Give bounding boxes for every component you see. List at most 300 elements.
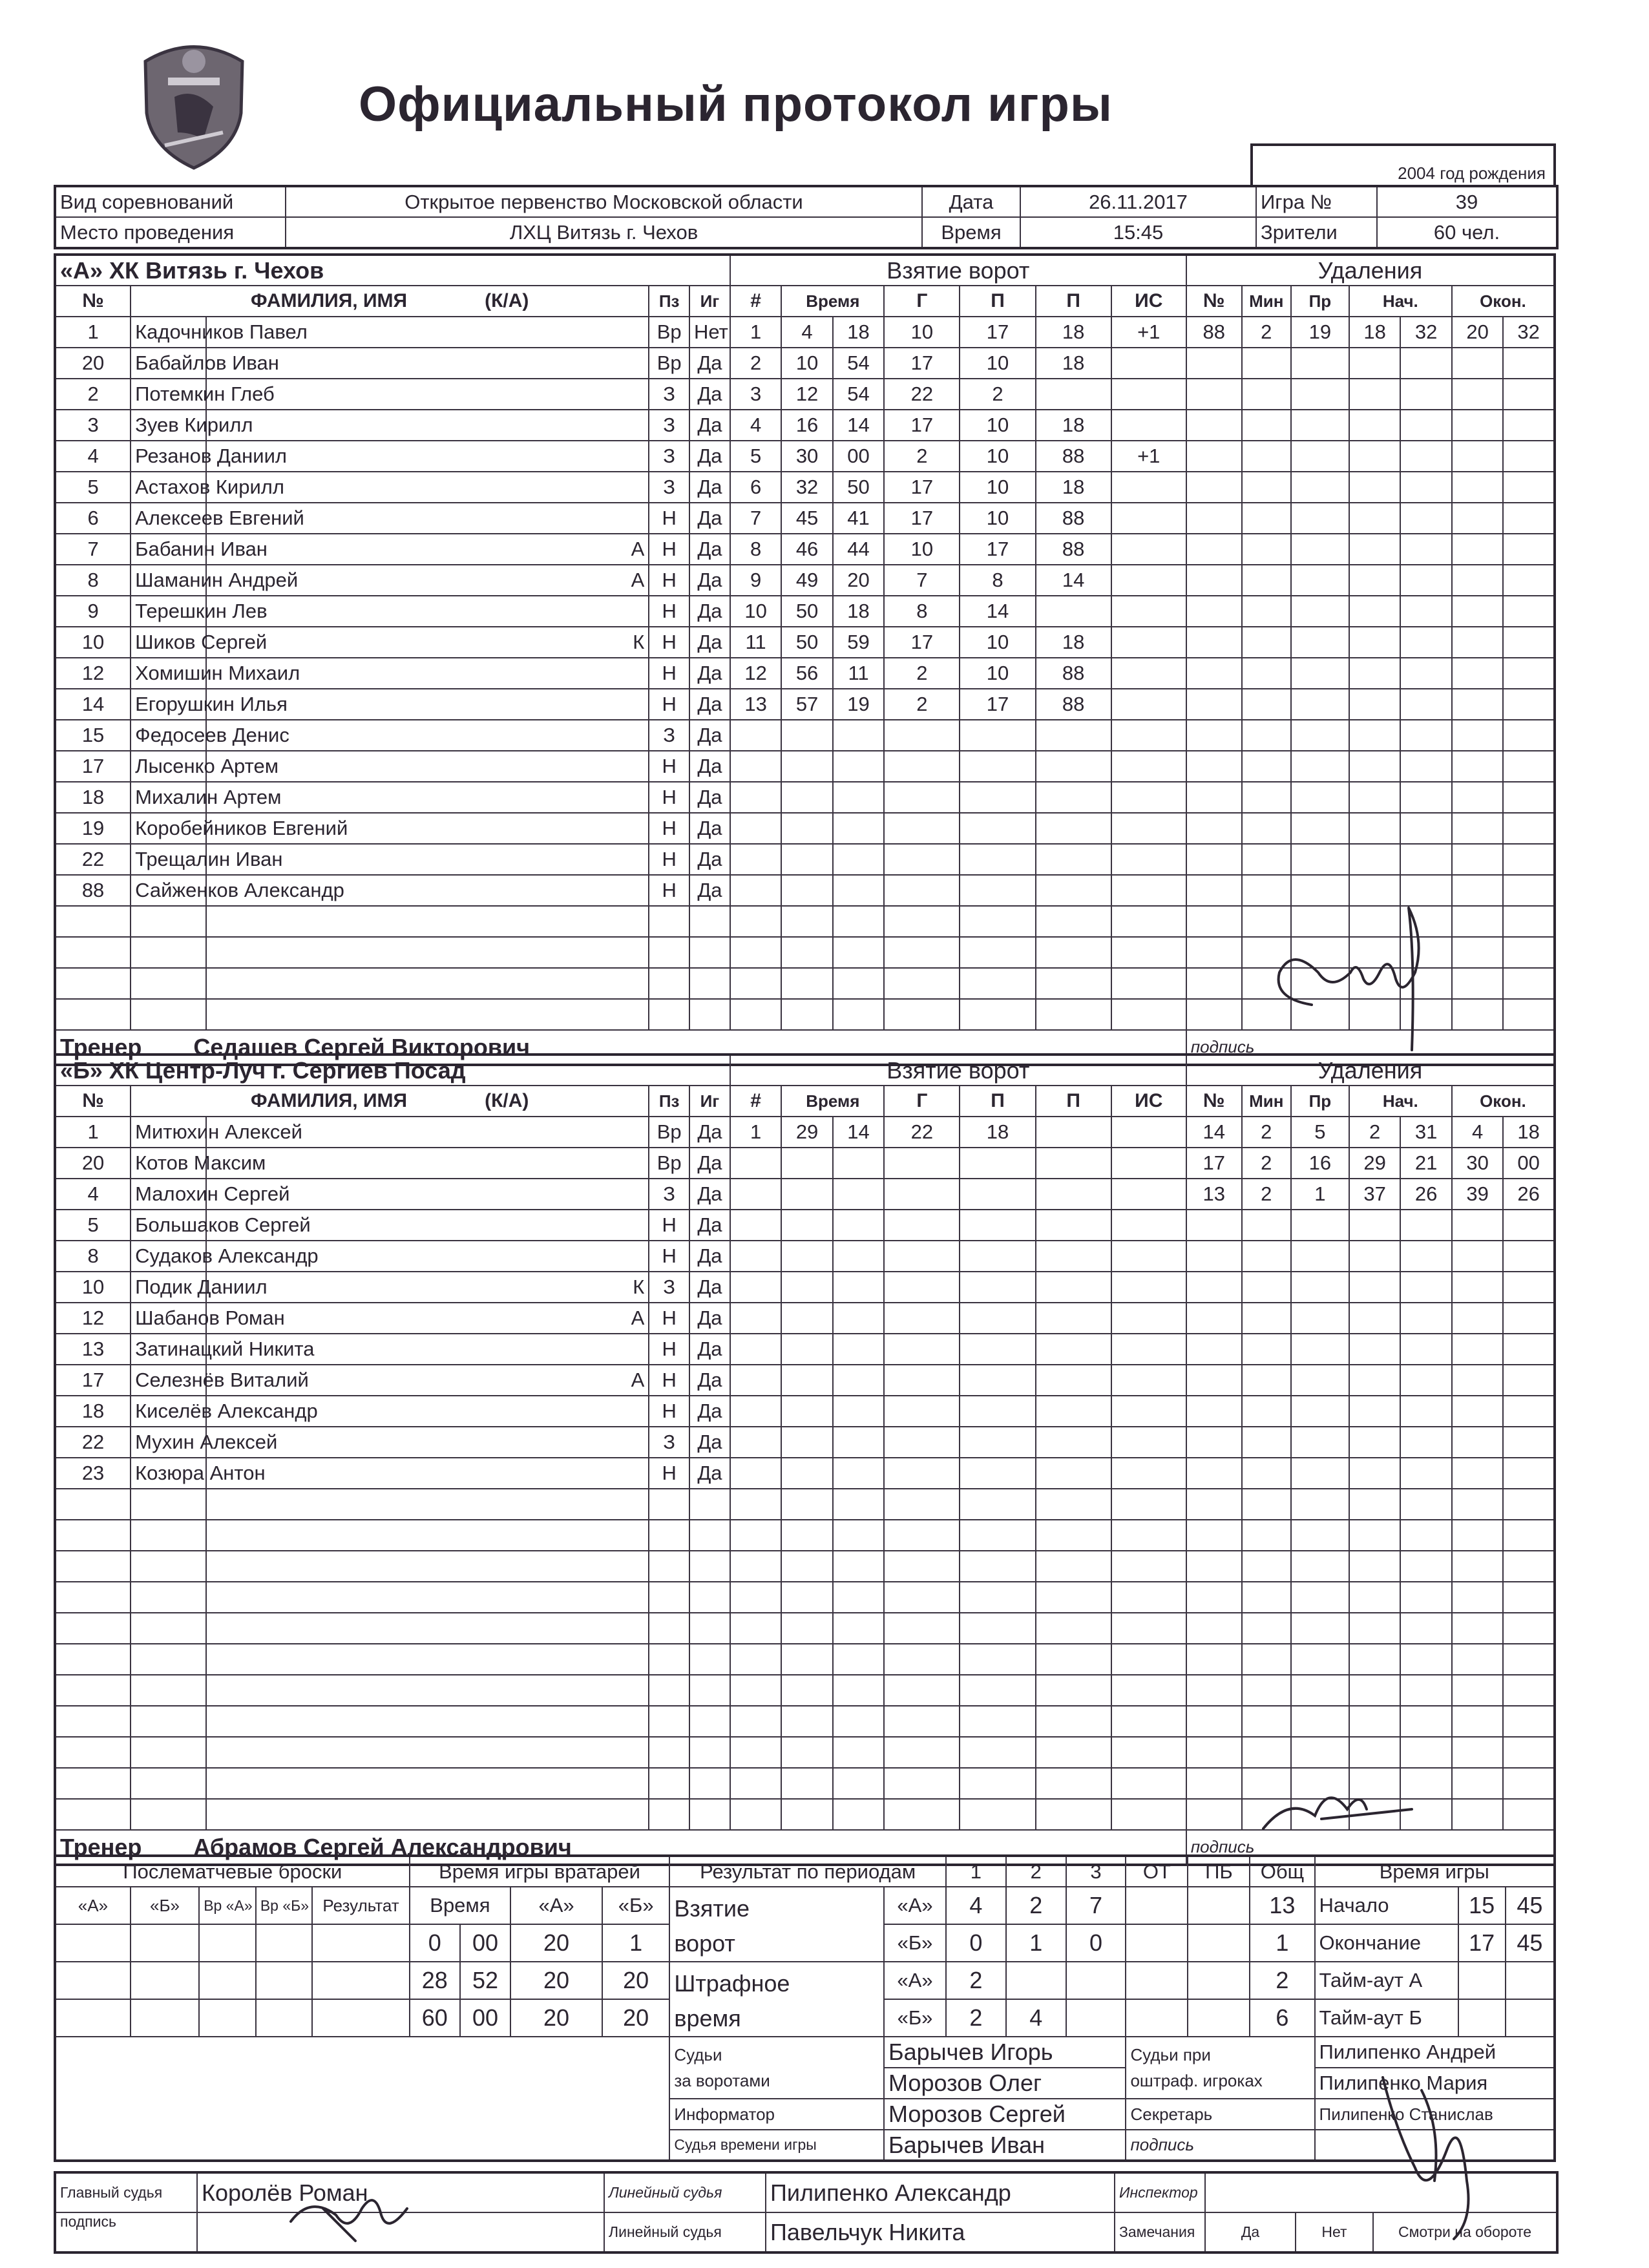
penalty-start-sec xyxy=(1400,472,1451,503)
gk-row3-b: 20 xyxy=(602,1999,669,2037)
goal-assist-2 xyxy=(1036,379,1111,410)
goal-scorer: 7 xyxy=(884,565,960,596)
player-number xyxy=(55,1737,131,1768)
team-a-penalties-title: Удаления xyxy=(1186,255,1555,286)
penalty-end-min xyxy=(1452,937,1503,968)
penalty-start-min xyxy=(1349,1303,1400,1334)
footer-table xyxy=(54,2171,1559,2254)
player-number xyxy=(55,1644,131,1675)
goal-assist-1 xyxy=(960,751,1035,782)
goal-situation xyxy=(1111,410,1186,441)
team-b-col-ka: (К/А) xyxy=(485,1090,529,1111)
goal-scorer xyxy=(884,1737,960,1768)
goal-assist-1: 17 xyxy=(960,317,1035,348)
player-position: Н xyxy=(649,658,689,689)
goal-number xyxy=(730,1737,781,1768)
game-label: Игра № xyxy=(1256,186,1377,217)
goal-number xyxy=(730,1241,781,1272)
player-played xyxy=(689,1644,730,1675)
penalty-start-sec xyxy=(1400,503,1451,534)
player-position: Вр xyxy=(649,1117,689,1148)
goal-minute xyxy=(781,875,832,906)
goal-situation xyxy=(1111,534,1186,565)
penalty-reason xyxy=(1291,1706,1349,1737)
goal-scorer: 17 xyxy=(884,503,960,534)
player-ka: А xyxy=(206,1365,649,1396)
team-b-col-name xyxy=(131,1086,649,1117)
goal-scorer: 2 xyxy=(884,689,960,720)
goal-second: 20 xyxy=(833,565,884,596)
team-b-row xyxy=(55,1551,1555,1582)
timekeeper-label: Судья времени игры xyxy=(669,2130,884,2161)
player-number: 18 xyxy=(55,782,131,813)
goal-minute xyxy=(781,1520,832,1551)
penalty-player xyxy=(1186,1551,1242,1582)
player-name: Хомишин Михаил xyxy=(131,658,206,689)
player-played xyxy=(689,906,730,937)
penalty-minutes xyxy=(1242,1520,1291,1551)
goal-second xyxy=(833,1334,884,1365)
goal-situation xyxy=(1111,999,1186,1030)
so-gkb-header: Вр «Б» xyxy=(256,1887,313,1924)
goal-situation xyxy=(1111,875,1186,906)
player-position: Н xyxy=(649,1210,689,1241)
team-b-col-is: ИС xyxy=(1111,1086,1186,1117)
player-played: Да xyxy=(689,813,730,844)
goal-assist-1 xyxy=(960,906,1035,937)
team-b-row xyxy=(55,1396,1555,1427)
goal-second xyxy=(833,1365,884,1396)
penalty-end-sec xyxy=(1503,689,1555,720)
goal-assist-2 xyxy=(1036,1303,1111,1334)
penalty-reason xyxy=(1291,1644,1349,1675)
player-name: Затинацкий Никита xyxy=(131,1334,206,1365)
goal-second xyxy=(833,1179,884,1210)
penalty-end-sec xyxy=(1503,1613,1555,1644)
informer-value: Морозов Сергей xyxy=(884,2099,1126,2130)
penalty-end-sec xyxy=(1503,1396,1555,1427)
gk-a-header: «А» xyxy=(510,1887,602,1924)
goal-assist-1 xyxy=(960,1737,1035,1768)
penalty-end-sec xyxy=(1503,348,1555,379)
goal-scorer xyxy=(884,1303,960,1334)
player-position: З xyxy=(649,441,689,472)
so-cell xyxy=(131,1962,199,1999)
so-cell xyxy=(199,1962,256,1999)
penalty-start-min xyxy=(1349,1644,1400,1675)
goals-b-ot xyxy=(1126,1924,1188,1962)
penalty-start-sec xyxy=(1400,1582,1451,1613)
so-cell xyxy=(199,1924,256,1962)
player-number: 22 xyxy=(55,844,131,875)
coach-a-signature xyxy=(1260,895,1454,1056)
goal-situation xyxy=(1111,1613,1186,1644)
goal-number xyxy=(730,751,781,782)
goal-scorer xyxy=(884,875,960,906)
penalty-end-sec xyxy=(1503,1520,1555,1551)
player-number: 10 xyxy=(55,627,131,658)
penalty-start-sec xyxy=(1400,720,1451,751)
goal-assist-2: 18 xyxy=(1036,472,1111,503)
team-b-row xyxy=(55,1179,1555,1210)
period-1: 1 xyxy=(946,1856,1006,1887)
goal-number: 3 xyxy=(730,379,781,410)
goal-second: 14 xyxy=(833,1117,884,1148)
goal-scorer xyxy=(884,1520,960,1551)
player-played: Да xyxy=(689,627,730,658)
goal-assist-1 xyxy=(960,1396,1035,1427)
player-position xyxy=(649,1582,689,1613)
goal-minute xyxy=(781,813,832,844)
penalty-player xyxy=(1186,813,1242,844)
goal-second xyxy=(833,1644,884,1675)
player-played: Да xyxy=(689,1365,730,1396)
team-a-col-pen-no: № xyxy=(1186,286,1242,317)
penalty-end-sec: 00 xyxy=(1503,1148,1555,1179)
penalty-start-sec xyxy=(1400,1520,1451,1551)
goals-b-total: 1 xyxy=(1250,1924,1314,1962)
goal-scorer xyxy=(884,1458,960,1489)
penalty-minutes xyxy=(1242,1272,1291,1303)
player-position: Вр xyxy=(649,317,689,348)
goal-minute xyxy=(781,1551,832,1582)
summary-table xyxy=(54,1854,1556,2162)
player-played: Да xyxy=(689,1241,730,1272)
goals-b-pb xyxy=(1188,1924,1250,1962)
penalty-end-sec xyxy=(1503,1768,1555,1799)
player-played xyxy=(689,1520,730,1551)
player-number: 14 xyxy=(55,689,131,720)
penalty-minutes xyxy=(1242,1644,1291,1675)
goal-second xyxy=(833,751,884,782)
player-ka xyxy=(206,1148,649,1179)
player-played: Да xyxy=(689,534,730,565)
secretary-signature xyxy=(1363,2052,1493,2245)
penalty-start-sec xyxy=(1400,1303,1451,1334)
player-position xyxy=(649,1489,689,1520)
goal-situation xyxy=(1111,782,1186,813)
player-name xyxy=(131,1768,206,1799)
team-a-coach-label: Тренер xyxy=(60,1033,142,1060)
penalty-end-min xyxy=(1452,1396,1503,1427)
penalty-start-min xyxy=(1349,410,1400,441)
penalty-reason xyxy=(1291,1737,1349,1768)
team-a-row xyxy=(55,813,1555,844)
competition-value: Открытое первенство Московской области xyxy=(286,186,922,217)
gametime-title: Время игры xyxy=(1315,1856,1555,1887)
goal-number xyxy=(730,906,781,937)
goal-assist-1 xyxy=(960,1799,1035,1830)
goal-second: 59 xyxy=(833,627,884,658)
goal-number xyxy=(730,999,781,1030)
penalty-end-sec xyxy=(1503,875,1555,906)
penalty-player xyxy=(1186,782,1242,813)
player-ka xyxy=(206,1551,649,1582)
goal-number xyxy=(730,813,781,844)
pen-label-1: Штрафное xyxy=(674,1970,790,1997)
player-name: Потемкин Глеб xyxy=(131,379,206,410)
penalty-player xyxy=(1186,348,1242,379)
goal-number xyxy=(730,1644,781,1675)
linesman-2: Павельчук Никита xyxy=(766,2212,1115,2252)
goal-minute xyxy=(781,999,832,1030)
chief-signature xyxy=(284,2183,414,2247)
team-b-col-hash: # xyxy=(730,1086,781,1117)
goal-assist-2 xyxy=(1036,937,1111,968)
player-number: 4 xyxy=(55,1179,131,1210)
player-name: Судаков Александр xyxy=(131,1241,206,1272)
player-name: Шаманин Андрей xyxy=(131,565,206,596)
period-ot: ОТ xyxy=(1126,1856,1188,1887)
penalty-reason xyxy=(1291,1241,1349,1272)
timeout-a-label: Тайм-аут А xyxy=(1315,1962,1458,1999)
goal-scorer: 10 xyxy=(884,534,960,565)
goal-scorer: 17 xyxy=(884,472,960,503)
player-name xyxy=(131,1489,206,1520)
player-played: Да xyxy=(689,1272,730,1303)
player-number: 23 xyxy=(55,1458,131,1489)
goal-scorer xyxy=(884,999,960,1030)
team-a-row xyxy=(55,534,1555,565)
player-position xyxy=(649,1520,689,1551)
goal-number: 11 xyxy=(730,627,781,658)
penalty-player xyxy=(1186,906,1242,937)
penalty-minutes xyxy=(1242,410,1291,441)
goal-minute: 12 xyxy=(781,379,832,410)
penalty-player xyxy=(1186,1644,1242,1675)
goal-situation xyxy=(1111,348,1186,379)
penalty-minutes xyxy=(1242,658,1291,689)
penalty-end-sec xyxy=(1503,1551,1555,1582)
team-a-row xyxy=(55,565,1555,596)
penalty-end-sec xyxy=(1503,596,1555,627)
penalty-player xyxy=(1186,968,1242,999)
penalty-end-min: 30 xyxy=(1452,1148,1503,1179)
end-hour: 17 xyxy=(1458,1924,1506,1962)
goal-situation xyxy=(1111,1768,1186,1799)
player-number xyxy=(55,1675,131,1706)
penalty-end-min xyxy=(1452,813,1503,844)
goal-second xyxy=(833,1272,884,1303)
team-b-row xyxy=(55,1458,1555,1489)
penalty-end-min xyxy=(1452,565,1503,596)
so-cell xyxy=(199,1999,256,2037)
gk-row2-a: 20 xyxy=(510,1962,602,1999)
player-number: 3 xyxy=(55,410,131,441)
penalty-end-min xyxy=(1452,1489,1503,1520)
penalty-player xyxy=(1186,1272,1242,1303)
penalty-minutes xyxy=(1242,720,1291,751)
time-label: Время xyxy=(922,217,1020,248)
team-b-row xyxy=(55,1644,1555,1675)
so-b-header: «Б» xyxy=(131,1887,199,1924)
goal-scorer xyxy=(884,1675,960,1706)
goal-assist-2: 88 xyxy=(1036,689,1111,720)
player-name: Козюра Антон xyxy=(131,1458,206,1489)
pen-judge-2: Пилипенко Мария xyxy=(1315,2068,1555,2099)
goal-scorer xyxy=(884,1272,960,1303)
goal-second xyxy=(833,1458,884,1489)
timeout-b-cell xyxy=(1458,1999,1506,2037)
player-position: Н xyxy=(649,596,689,627)
goal-second xyxy=(833,1210,884,1241)
team-a-col-name xyxy=(131,286,649,317)
goal-assist-1: 10 xyxy=(960,627,1035,658)
player-position xyxy=(649,906,689,937)
goal-scorer xyxy=(884,782,960,813)
player-number xyxy=(55,937,131,968)
player-name xyxy=(131,1582,206,1613)
goal-scorer xyxy=(884,720,960,751)
player-number: 5 xyxy=(55,1210,131,1241)
penalty-end-min xyxy=(1452,503,1503,534)
player-number: 6 xyxy=(55,503,131,534)
player-number xyxy=(55,999,131,1030)
goal-situation xyxy=(1111,1582,1186,1613)
goal-number xyxy=(730,1706,781,1737)
goals-b-p1: 0 xyxy=(946,1924,1006,1962)
penalty-reason xyxy=(1291,1458,1349,1489)
goal-number: 9 xyxy=(730,565,781,596)
goal-scorer xyxy=(884,1799,960,1830)
penalty-end-sec xyxy=(1503,813,1555,844)
team-a-row xyxy=(55,441,1555,472)
gk-time-header: Время xyxy=(410,1887,510,1924)
gk-row3-sec: 00 xyxy=(460,1999,510,2037)
player-played: Да xyxy=(689,1303,730,1334)
penalty-end-min xyxy=(1452,472,1503,503)
player-position xyxy=(649,1644,689,1675)
player-played: Да xyxy=(689,1117,730,1148)
player-position: Н xyxy=(649,1396,689,1427)
penalty-start-sec xyxy=(1400,441,1451,472)
penalty-minutes xyxy=(1242,534,1291,565)
goal-number: 5 xyxy=(730,441,781,472)
competition-label: Вид соревнований xyxy=(55,186,286,217)
penalty-reason xyxy=(1291,348,1349,379)
penalty-start-sec xyxy=(1400,1675,1451,1706)
goal-scorer xyxy=(884,1706,960,1737)
goal-number: 7 xyxy=(730,503,781,534)
goal-number xyxy=(730,1427,781,1458)
goal-situation xyxy=(1111,968,1186,999)
goal-assist-1 xyxy=(960,968,1035,999)
player-name: Мухин Алексей xyxy=(131,1427,206,1458)
penalty-end-min xyxy=(1452,596,1503,627)
goal-second: 50 xyxy=(833,472,884,503)
goal-number xyxy=(730,1148,781,1179)
penalty-end-min xyxy=(1452,658,1503,689)
penalty-start-min xyxy=(1349,1551,1400,1582)
team-b-col-start: Нач. xyxy=(1349,1086,1452,1117)
penalty-end-sec xyxy=(1503,999,1555,1030)
team-b-row xyxy=(55,1272,1555,1303)
team-a-row xyxy=(55,658,1555,689)
goal-situation xyxy=(1111,1303,1186,1334)
player-position: Н xyxy=(649,1365,689,1396)
gk-row3-a: 20 xyxy=(510,1999,602,2037)
player-name: Трещалин Иван xyxy=(131,844,206,875)
team-a-row xyxy=(55,844,1555,875)
player-position: З xyxy=(649,720,689,751)
player-name xyxy=(131,1613,206,1644)
penalty-end-min xyxy=(1452,689,1503,720)
end-minute: 45 xyxy=(1506,1924,1555,1962)
player-position xyxy=(649,1613,689,1644)
penalty-end-sec: 32 xyxy=(1503,317,1555,348)
player-position xyxy=(649,968,689,999)
player-name: Астахов Кирилл xyxy=(131,472,206,503)
team-b-signature-label: подпись xyxy=(1186,1830,1555,1865)
chief-value: Королёв Роман xyxy=(197,2172,604,2212)
team-a-row xyxy=(55,627,1555,658)
pen-a-p2 xyxy=(1006,1962,1066,1999)
goal-scorer xyxy=(884,1396,960,1427)
page-title: Официальный протокол игры xyxy=(359,77,1113,132)
penalty-start-sec xyxy=(1400,1396,1451,1427)
goal-minute: 56 xyxy=(781,658,832,689)
goal-situation xyxy=(1111,751,1186,782)
goal-minute: 50 xyxy=(781,627,832,658)
penalty-minutes: 2 xyxy=(1242,1148,1291,1179)
timeout-b-label: Тайм-аут Б xyxy=(1315,1999,1458,2037)
player-ka xyxy=(206,937,649,968)
player-number: 12 xyxy=(55,1303,131,1334)
player-position xyxy=(649,1706,689,1737)
player-ka xyxy=(206,1644,649,1675)
periods-title: Результат по периодам xyxy=(669,1856,946,1887)
penalty-start-sec xyxy=(1400,348,1451,379)
goal-second: 14 xyxy=(833,410,884,441)
so-cell xyxy=(131,1999,199,2037)
goal-assist-2 xyxy=(1036,1768,1111,1799)
goal-assist-2 xyxy=(1036,1241,1111,1272)
goal-assist-2: 18 xyxy=(1036,348,1111,379)
penalty-minutes xyxy=(1242,1613,1291,1644)
penalty-minutes xyxy=(1242,1241,1291,1272)
penalty-player xyxy=(1186,1489,1242,1520)
goal-assist-1 xyxy=(960,999,1035,1030)
penalty-start-sec xyxy=(1400,1365,1451,1396)
start-hour: 15 xyxy=(1458,1887,1506,1924)
penalty-reason xyxy=(1291,1582,1349,1613)
goal-second xyxy=(833,844,884,875)
team-a-col-end: Окон. xyxy=(1452,286,1555,317)
goal-assist-1 xyxy=(960,1582,1035,1613)
player-position: Н xyxy=(649,782,689,813)
penalty-player xyxy=(1186,379,1242,410)
goal-assist-1 xyxy=(960,1520,1035,1551)
player-ka xyxy=(206,410,649,441)
goal-scorer xyxy=(884,751,960,782)
player-number: 19 xyxy=(55,813,131,844)
goal-scorer xyxy=(884,1551,960,1582)
penalty-minutes xyxy=(1242,565,1291,596)
penalty-start-sec xyxy=(1400,1427,1451,1458)
goal-minute xyxy=(781,844,832,875)
goal-situation xyxy=(1111,1799,1186,1830)
goal-assist-2 xyxy=(1036,1458,1111,1489)
goal-assist-1 xyxy=(960,1210,1035,1241)
date-label: Дата xyxy=(922,186,1020,217)
penalty-reason xyxy=(1291,1520,1349,1551)
penalty-minutes xyxy=(1242,813,1291,844)
player-played xyxy=(689,1675,730,1706)
player-number: 17 xyxy=(55,751,131,782)
penalty-player xyxy=(1186,1520,1242,1551)
penalty-start-sec: 31 xyxy=(1400,1117,1451,1148)
penalty-start-sec xyxy=(1400,627,1451,658)
